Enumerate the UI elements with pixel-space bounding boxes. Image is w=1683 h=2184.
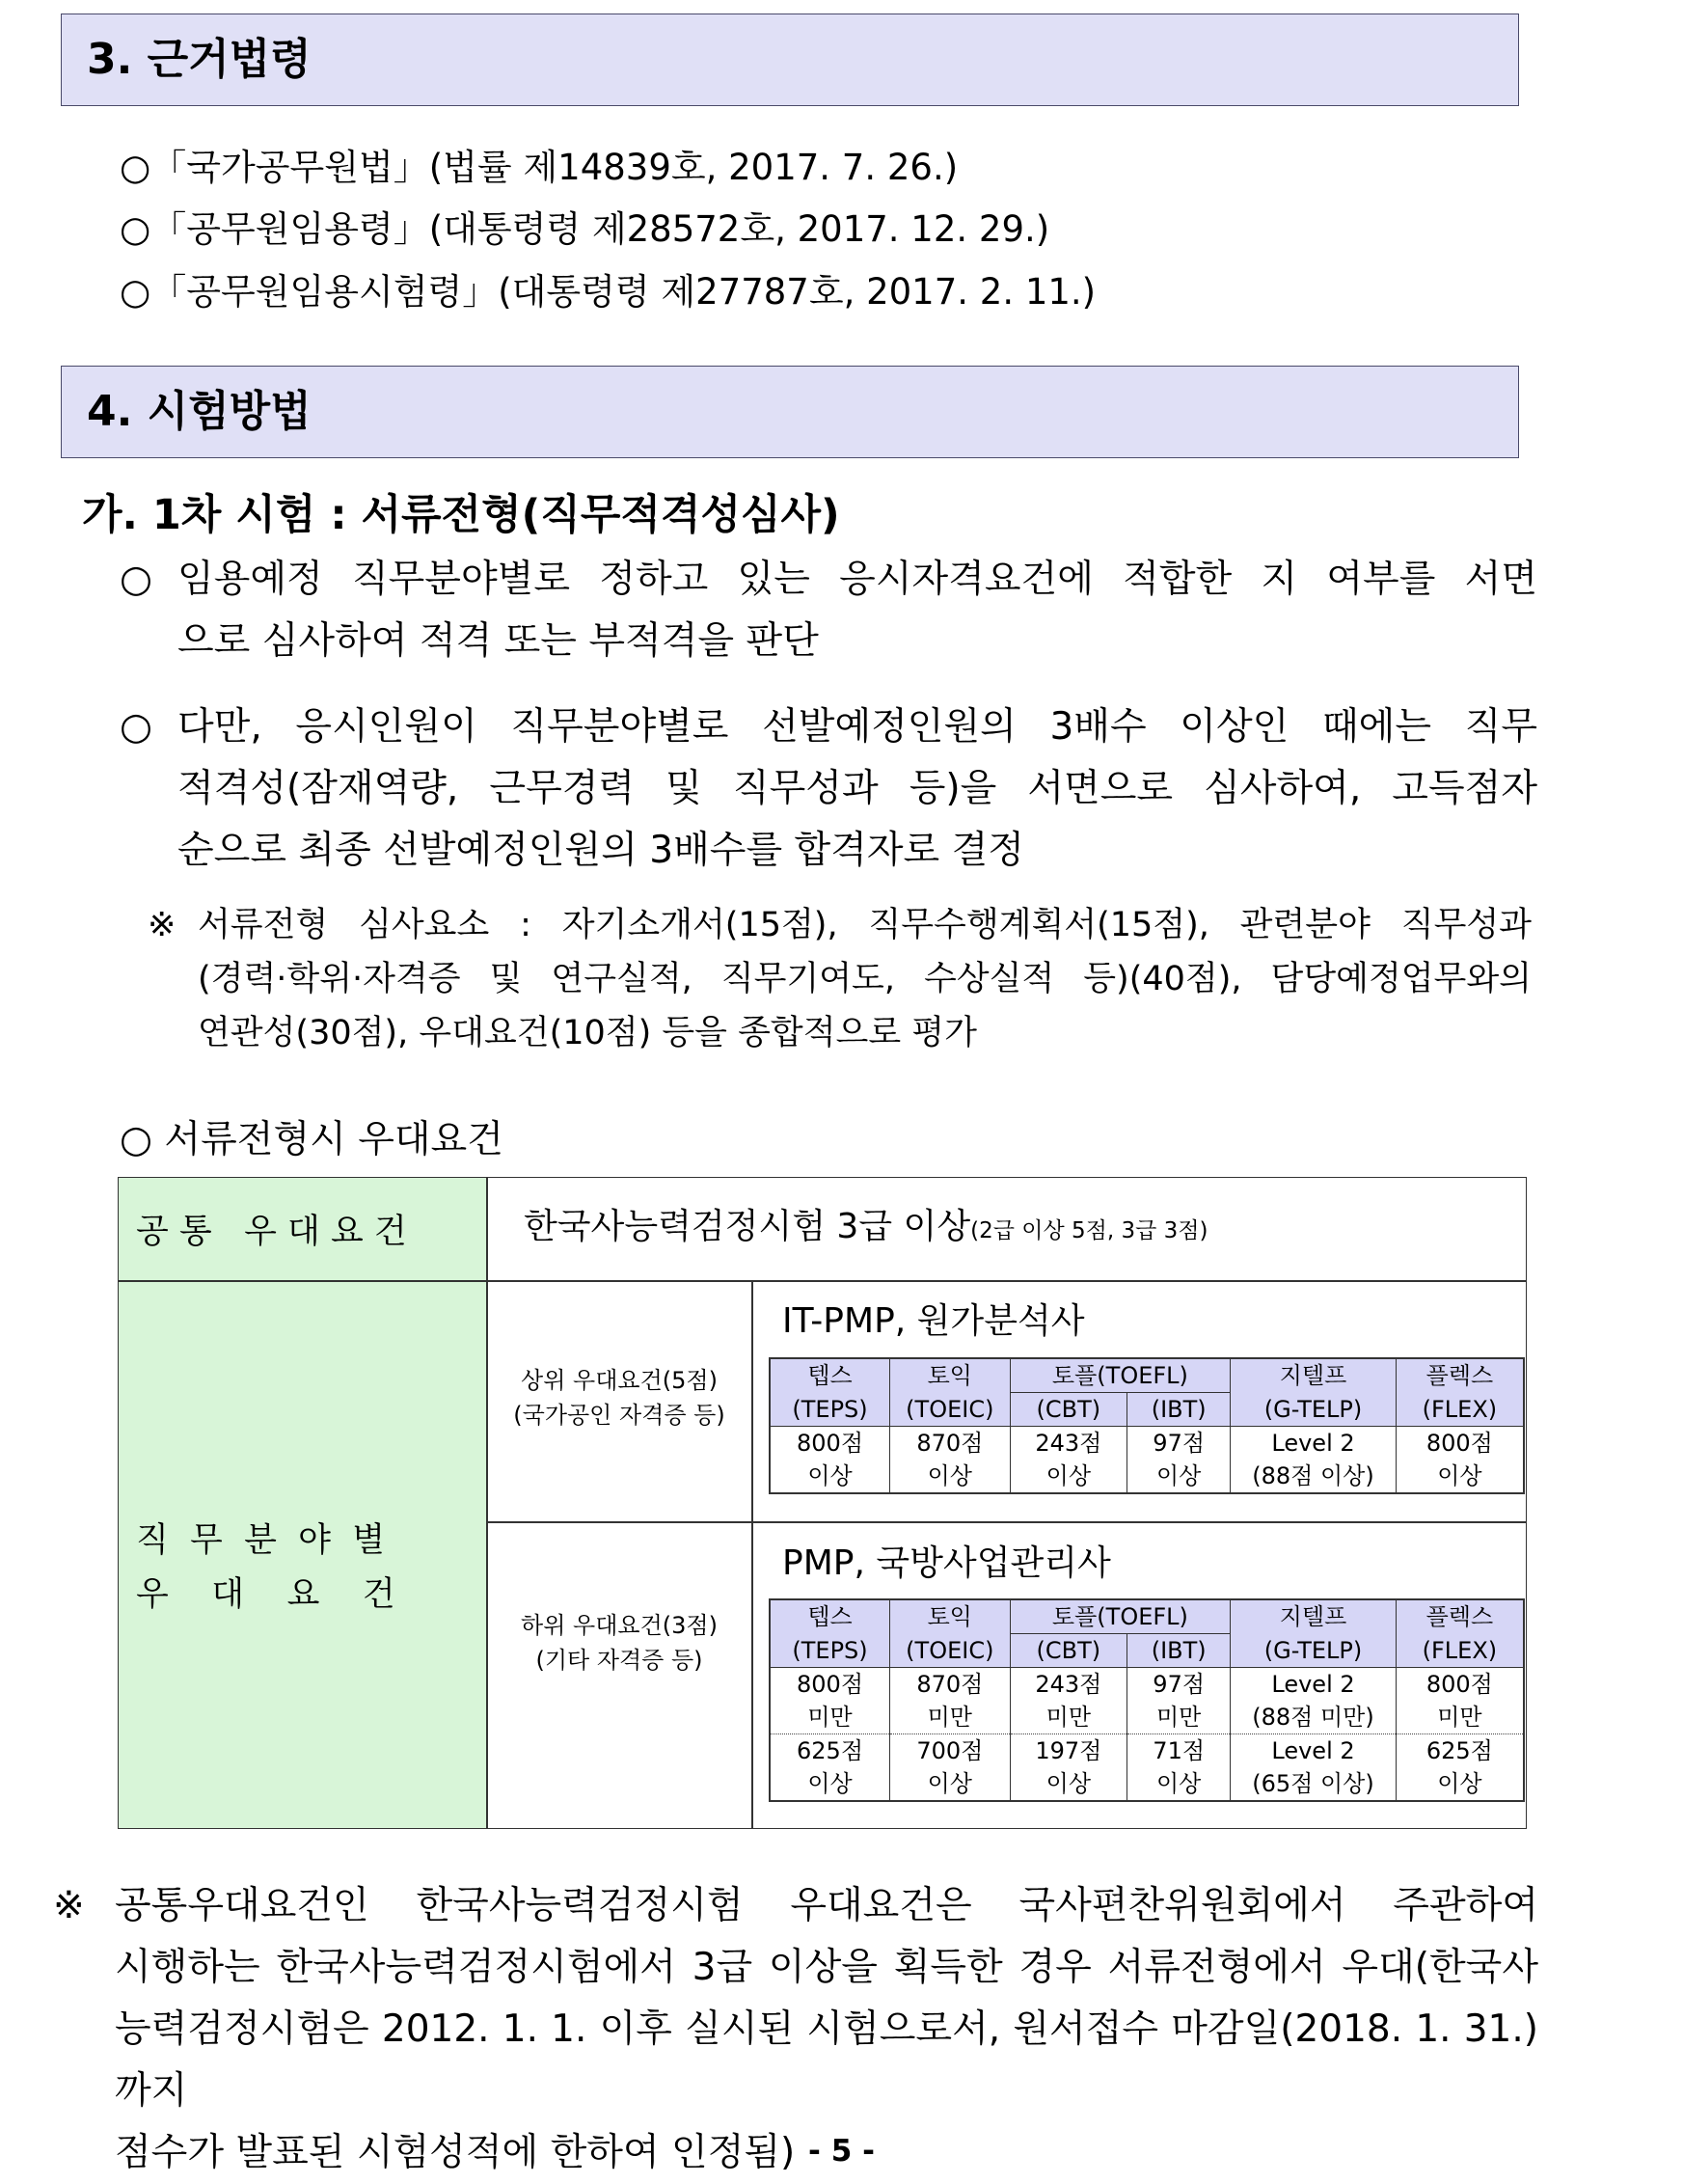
job-label-line: 우 대 요 건 [136, 1575, 395, 1614]
paragraph-line: 적격성(잠재역량, 근무경력 및 직무성과 등)을 서면으로 심사하여, 고득점자 [177, 767, 1537, 810]
header-cell: (TEPS) [770, 1634, 890, 1668]
header-cell: 텝스 [770, 1599, 890, 1634]
section-title: 4. 시험방법 [87, 387, 312, 436]
first-exam-heading: 가. 1차 시험 : 서류전형(직무적격성심사) [82, 491, 840, 539]
score-cell: 미만 [1396, 1701, 1524, 1734]
header-cell: (CBT) [1010, 1393, 1127, 1427]
header-cell: (G-TELP) [1231, 1634, 1397, 1668]
bullet-mark: ○ [120, 705, 153, 749]
job-label-cell [119, 1282, 486, 1828]
law-item: ○「공무원임용령」(대통령령 제28572호, 2017. 12. 29.) [120, 208, 1050, 250]
score-cell: 이상 [770, 1460, 890, 1493]
tier-label-line: (국가공인 자격증 등) [513, 1402, 725, 1429]
paragraph-line: 으로 심사하여 적격 또는 부적격을 판단 [177, 619, 819, 663]
note-line: (경력·학위·자격증 및 연구실적, 직무기여도, 수상실적 등)(40점), 담당예정업무와의 [198, 960, 1532, 998]
tier-label-line: 하위 우대요건(3점) [521, 1612, 718, 1639]
score-cell: 미만 [770, 1701, 890, 1734]
score-cell: (88점 이상) [1231, 1460, 1397, 1493]
score-cell: 미만 [1010, 1701, 1127, 1734]
header-cell: (FLEX) [1396, 1393, 1524, 1427]
score-cell: 이상 [1127, 1460, 1231, 1493]
upper-tier-label [489, 1363, 749, 1433]
note-line: 시행하는 한국사능력검정시험에서 3급 이상을 획득한 경우 서류전형에서 우대(한국사 [115, 1946, 1538, 1989]
score-cell: 이상 [890, 1767, 1011, 1801]
score-cell: 97점 [1127, 1427, 1231, 1461]
header-cell: 토익 [890, 1599, 1011, 1634]
job-label-line: 직 무 분 야 별 [136, 1521, 386, 1560]
divider [486, 1178, 488, 1828]
header-cell: (G-TELP) [1231, 1393, 1397, 1427]
evaluation-note [148, 898, 1532, 1060]
score-cell: (65점 이상) [1231, 1767, 1397, 1801]
section-title: 3. 근거법령 [87, 35, 312, 84]
score-cell: 870점 [890, 1668, 1011, 1702]
tier-label-line: 상위 우대요건(5점) [521, 1367, 718, 1394]
note-mark: ※ [148, 906, 176, 944]
paragraph-line: 임용예정 직무분야별로 정하고 있는 응시자격요건에 적합한 지 여부를 서면 [177, 558, 1537, 601]
note-line: 공통우대요건인 한국사능력검정시험 우대요건은 국사편찬위원회에서 주관하여 [115, 1884, 1538, 1927]
header-cell: (FLEX) [1396, 1634, 1524, 1668]
score-cell: Level 2 [1231, 1427, 1397, 1461]
header-cell: (TEPS) [770, 1393, 890, 1427]
common-requirement [524, 1199, 1208, 1248]
header-cell: 플렉스 [1396, 1358, 1524, 1393]
score-cell: 이상 [1396, 1767, 1524, 1801]
score-cell: 800점 [770, 1668, 890, 1702]
score-cell: 71점 [1127, 1734, 1231, 1768]
score-cell: 625점 [1396, 1734, 1524, 1768]
paragraph-line: 순으로 최종 선발예정인원의 3배수를 합격자로 결정 [177, 829, 1024, 872]
header-cell: 지텔프 [1231, 1358, 1397, 1393]
bonus-requirements-title: ○ 서류전형시 우대요건 [120, 1118, 503, 1161]
tier-label-line: (기타 자격증 등) [535, 1647, 703, 1674]
header-cell: 토플(TOEFL) [1010, 1599, 1231, 1634]
header-cell: (TOEIC) [890, 1634, 1011, 1668]
header-cell: (IBT) [1127, 1634, 1231, 1668]
score-cell: 700점 [890, 1734, 1011, 1768]
common-value-note: (2급 이상 5점, 3급 3점) [970, 1218, 1208, 1243]
bullet-paragraph [120, 549, 1537, 672]
score-cell: 243점 [1010, 1427, 1127, 1461]
section-header-method [61, 366, 1519, 458]
header-cell: 플렉스 [1396, 1599, 1524, 1634]
lower-tier-label [489, 1608, 749, 1678]
score-cell: 이상 [890, 1460, 1011, 1493]
header-cell: 텝스 [770, 1358, 890, 1393]
score-cell: Level 2 [1231, 1668, 1397, 1702]
header-cell: 토플(TOEFL) [1010, 1358, 1231, 1393]
score-cell: 이상 [770, 1767, 890, 1801]
score-cell: 이상 [1010, 1460, 1127, 1493]
score-cell: 97점 [1127, 1668, 1231, 1702]
score-cell: 미만 [1127, 1701, 1231, 1734]
score-cell: (88점 미만) [1231, 1701, 1397, 1734]
score-cell: Level 2 [1231, 1734, 1397, 1768]
lower-score-table [769, 1598, 1525, 1802]
note-line: 점수가 발표된 시험성적에 한하여 인정됨) [115, 2131, 796, 2174]
common-label-cell [119, 1178, 486, 1281]
note-line: 능력검정시험은 2012. 1. 1. 이후 실시된 시험으로서, 원서접수 마감일(2018. 1. 31.)까지 [115, 2007, 1538, 2113]
lower-certificates: PMP, 국방사업관리사 [782, 1543, 1111, 1583]
law-item: ○「공무원임용시험령」(대통령령 제27787호, 2017. 2. 11.) [120, 271, 1097, 313]
header-cell: 토익 [890, 1358, 1011, 1393]
upper-certificates: IT-PMP, 원가분석사 [782, 1301, 1085, 1341]
score-cell: 이상 [1010, 1767, 1127, 1801]
common-value: 한국사능력검정시험 3급 이상 [524, 1207, 971, 1246]
upper-score-table [769, 1357, 1525, 1494]
header-cell: (IBT) [1127, 1393, 1231, 1427]
score-cell: 800점 [1396, 1668, 1524, 1702]
score-cell: 미만 [890, 1701, 1011, 1734]
note-line: 연관성(30점), 우대요건(10점) 등을 종합적으로 평가 [198, 1014, 977, 1052]
score-cell: 197점 [1010, 1734, 1127, 1768]
paragraph-line: 다만, 응시인원이 직무분야별로 선발예정인원의 3배수 이상인 때에는 직무 [177, 705, 1537, 749]
law-item: ○「국가공무원법」(법률 제14839호, 2017. 7. 26.) [120, 147, 959, 188]
score-cell: 이상 [1127, 1767, 1231, 1801]
header-cell: (TOEIC) [890, 1393, 1011, 1427]
header-cell: (CBT) [1010, 1634, 1127, 1668]
score-cell: 이상 [1396, 1460, 1524, 1493]
score-cell: 625점 [770, 1734, 890, 1768]
header-cell: 지텔프 [1231, 1599, 1397, 1634]
divider [487, 1521, 1526, 1523]
page-number: - 5 - [808, 2134, 875, 2169]
preference-table [118, 1177, 1527, 1829]
bullet-paragraph [120, 696, 1537, 882]
score-cell: 800점 [770, 1427, 890, 1461]
note-line: 서류전형 심사요소 : 자기소개서(15점), 직무수행계획서(15점), 관련분야 직무성과 [198, 906, 1532, 944]
divider [751, 1281, 753, 1828]
section-header-basis [61, 14, 1519, 106]
common-label: 공 통 우 대 요 건 [136, 1213, 407, 1251]
score-cell: 800점 [1396, 1427, 1524, 1461]
score-cell: 243점 [1010, 1668, 1127, 1702]
score-cell: 870점 [890, 1427, 1011, 1461]
divider [119, 1280, 1526, 1282]
bullet-mark: ○ [120, 558, 153, 601]
note-mark: ※ [53, 1884, 85, 1927]
